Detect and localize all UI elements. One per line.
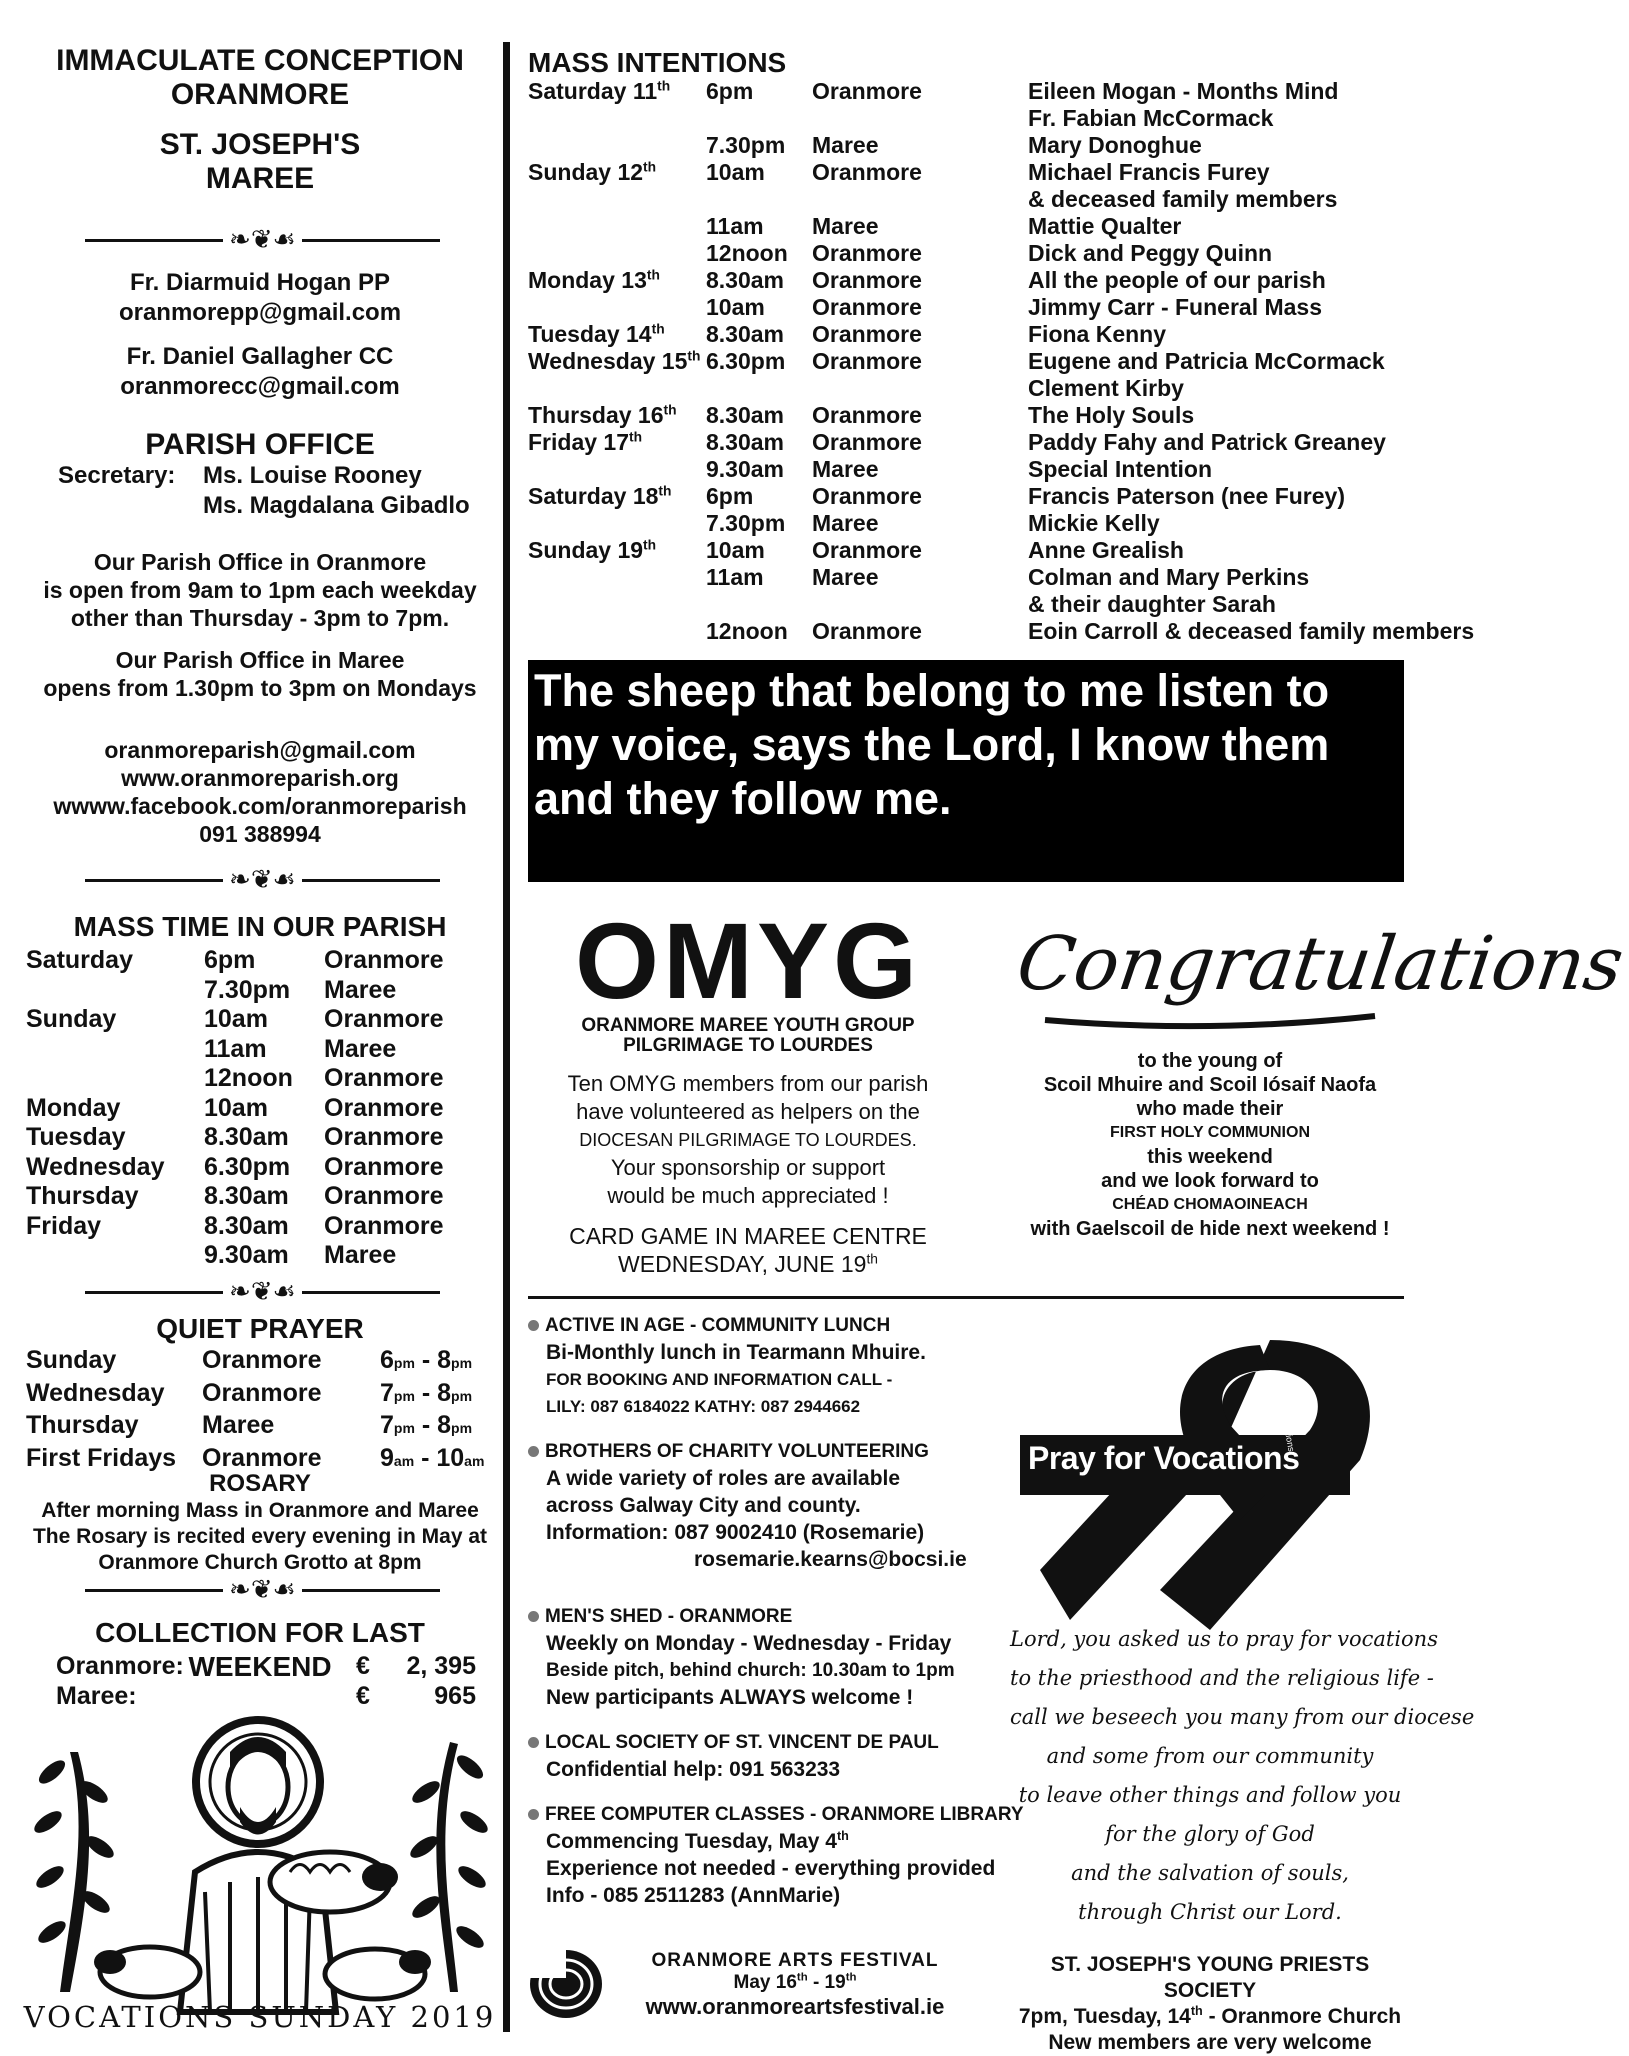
contact-email[interactable]: oranmoreparish@gmail.com [104, 737, 416, 763]
society-welcome: New members are very welcome [1048, 2031, 1372, 2054]
intention-name: Clement Kirby [1028, 375, 1184, 401]
scripture-quote-text: The sheep that belong to me listen to my voice, says the Lord, I know them and they follow me. [534, 665, 1330, 824]
intention-day: Tuesday 14th [528, 321, 665, 347]
collection-row [56, 1652, 476, 1682]
mass-place: Oranmore [324, 1093, 444, 1122]
omyg-body-4: Your sponsorship or support [610, 1155, 886, 1180]
mass-time-row [26, 1094, 496, 1124]
mass-time: 6.30pm [204, 1152, 291, 1181]
prayer-line: and the salvation of souls, [1071, 1861, 1349, 1885]
omyg-subtitle-2: PILGRIMAGE TO LOURDES [623, 1035, 873, 1056]
young-priests-society [1010, 1952, 1410, 2056]
congrats-line4: FIRST HOLY COMMUNION [1109, 1124, 1310, 1141]
intention-place: Maree [812, 213, 879, 239]
quiet-prayer-title: QUIET PRAYER [156, 1313, 364, 1344]
good-shepherd-illustration [30, 1712, 490, 2012]
secretary-label: Secretary: [58, 462, 176, 489]
bullet-icon [528, 1320, 539, 1331]
office-hours [20, 548, 500, 702]
intention-name: Eileen Mogan - Months Mind [1028, 78, 1339, 104]
mass-time-row [26, 1005, 496, 1035]
intention-day: Saturday 11th [528, 78, 671, 104]
intention-name: Mattie Qualter [1028, 213, 1182, 239]
clergy-block [20, 268, 500, 402]
collection-amount: 2, 395 [406, 1652, 476, 1680]
intention-time: 10am [706, 159, 765, 185]
prayer-line: call we beseech you many from our diocese [1010, 1705, 1475, 1729]
prayer-day: Sunday [26, 1346, 117, 1374]
intention-time: 7.30pm [706, 510, 786, 536]
vocations-prayer [1010, 1620, 1475, 1932]
mass-time-row [26, 1123, 496, 1153]
intention-place: Oranmore [812, 402, 922, 428]
ornament-divider: ❧❦☙ [85, 1280, 440, 1304]
quiet-prayer-row [26, 1411, 496, 1444]
intention-name: Anne Grealish [1028, 537, 1184, 563]
intention-time: 6pm [706, 78, 754, 104]
intention-place: Maree [812, 564, 879, 590]
ornament-divider: ❧❦☙ [85, 868, 440, 892]
prayer-line: Lord, you asked us to pray for vocations [1010, 1627, 1438, 1651]
intention-day: Thursday 16th [528, 402, 677, 428]
priest2-email[interactable]: oranmorecc@gmail.com [120, 373, 400, 400]
mass-time-row [26, 1182, 496, 1212]
congrats-line5: this weekend [1147, 1146, 1273, 1168]
mass-time: 9.30am [204, 1241, 289, 1269]
intention-day: Saturday 18th [528, 483, 672, 509]
collection-row [56, 1682, 476, 1712]
mass-day: Monday [26, 1093, 121, 1122]
mass-day: Tuesday [26, 1123, 126, 1151]
omyg-body-2: have volunteered as helpers on the [576, 1099, 920, 1124]
omyg-body-1: Ten OMYG members from our parish [567, 1071, 929, 1096]
mass-time: 8.30am [204, 1182, 289, 1210]
mass-day: Saturday [26, 946, 133, 974]
congratulations-block [1010, 916, 1629, 1241]
prayer-line: to the priesthood and the religious life - [1010, 1666, 1434, 1690]
prayer-line: through Christ our Lord. [1078, 1900, 1342, 1924]
mass-day [26, 976, 204, 1006]
intention-day: Sunday 12th [528, 159, 657, 185]
quiet-prayer-row [26, 1379, 496, 1412]
bullet-icon [528, 1809, 539, 1820]
intention-day: Sunday 19th [528, 537, 657, 563]
intention-place: Maree [812, 132, 879, 158]
mass-day [26, 1241, 204, 1271]
collection-table [56, 1652, 476, 1711]
intention-time: 8.30am [706, 321, 785, 347]
contact-website[interactable]: www.oranmoreparish.org [121, 765, 399, 791]
mass-place: Oranmore [324, 1182, 444, 1210]
column-divider [503, 42, 510, 2032]
intention-place: Oranmore [812, 429, 922, 455]
intention-name: Colman and Mary Perkins [1028, 564, 1310, 590]
ribbon-label: Pray for Vocations [1028, 1440, 1300, 1476]
mass-place: Oranmore [324, 1211, 444, 1240]
prayer-day: Wednesday [26, 1378, 165, 1407]
intention-place: Oranmore [812, 240, 922, 266]
prayer-time: 7pm - 8pm [380, 1378, 473, 1407]
contact-facebook[interactable]: wwww.facebook.com/oranmoreparish [53, 793, 467, 819]
intention-place: Oranmore [812, 321, 922, 347]
ribbon-tiny-text: Pray for Vocations [1274, 1378, 1297, 1453]
mass-time-row [26, 1212, 496, 1242]
mass-day: Wednesday [26, 1152, 165, 1181]
rosary-title: ROSARY [209, 1470, 311, 1497]
church-name-line2: MAREE [205, 162, 315, 195]
intention-place: Oranmore [812, 294, 922, 320]
intention-place: Maree [812, 510, 879, 536]
rosary-line3: Oranmore Church Grotto at 8pm [98, 1551, 422, 1574]
intention-name: Mary Donoghue [1028, 132, 1202, 158]
arts-festival-dates: May 16th - 19th [733, 1971, 857, 1993]
mass-place: Oranmore [324, 1123, 444, 1151]
omyg-subtitle-1: ORANMORE MAREE YOUTH GROUP [581, 1015, 915, 1036]
society-meeting: 7pm, Tuesday, 14th - Oranmore Church [1018, 2004, 1402, 2028]
collection-place: Maree: [56, 1681, 137, 1710]
section-rule [528, 1296, 1404, 1299]
mass-day: Sunday [26, 1005, 117, 1033]
bullet-icon [528, 1737, 539, 1748]
prayer-day: First Fridays [26, 1443, 177, 1472]
intention-name: Eoin Carroll & deceased family members [1028, 618, 1475, 644]
intention-place: Maree [812, 456, 879, 482]
prayer-time: 6pm - 8pm [380, 1346, 473, 1374]
mass-time: 11am [204, 1034, 267, 1063]
congrats-line8: with Gaelscoil de hide next weekend ! [1030, 1218, 1390, 1240]
intention-time: 8.30am [706, 267, 785, 293]
mass-times-title: MASS TIME IN OUR PARISH [73, 911, 447, 942]
congrats-line1: to the young of [1137, 1050, 1283, 1072]
office-oranmore-2: is open from 9am to 1pm each weekday [43, 577, 477, 603]
mass-time: 12noon [204, 1064, 293, 1092]
intention-place: Oranmore [812, 159, 922, 185]
rosary-line1: After morning Mass in Oranmore and Maree [41, 1499, 479, 1522]
notice-brothers-of-charity: BROTHERS OF CHARITY VOLUNTEERING A wide variety of roles are available across Galway City and county. Information: 087 9002410 (Rosemarie) rosemarie.kearns@bocsi.ie [528, 1438, 988, 1573]
mass-time: 7.30pm [204, 975, 291, 1004]
quiet-prayer-table [26, 1346, 496, 1476]
mass-time: 8.30am [204, 1211, 289, 1240]
intention-place: Oranmore [812, 78, 922, 104]
congrats-line6: and we look forward to [1101, 1170, 1319, 1192]
mass-time: 6pm [204, 946, 256, 974]
mass-time-row [26, 976, 496, 1006]
office-maree-2: opens from 1.30pm to 3pm on Mondays [43, 675, 477, 701]
secretary-name-2: Ms. Magdalana Gibadlo [203, 492, 470, 519]
prayer-time: 7pm - 8pm [380, 1411, 473, 1439]
intention-place: Oranmore [812, 267, 922, 293]
intention-name: Fiona Kenny [1028, 321, 1167, 347]
mass-day: Thursday [26, 1182, 139, 1210]
card-game-line2: WEDNESDAY, JUNE 19th [618, 1251, 878, 1277]
prayer-place: Oranmore [202, 1346, 322, 1374]
office-oranmore-3: other than Thursday - 3pm to 7pm. [70, 605, 450, 631]
rosary-line2: The Rosary is recited every evening in May at [32, 1525, 488, 1548]
intention-name: Jimmy Carr - Funeral Mass [1028, 294, 1323, 320]
omyg-body-5: would be much appreciated ! [607, 1183, 889, 1208]
prayer-place: Maree [202, 1411, 275, 1439]
intention-name: Eugene and Patricia McCormack [1028, 348, 1385, 374]
mass-time: 10am [204, 1005, 268, 1033]
intention-day: Monday 13th [528, 267, 660, 293]
intention-time: 7.30pm [706, 132, 786, 158]
prayer-place: Oranmore [202, 1378, 322, 1407]
notice-computer-classes: FREE COMPUTER CLASSES - ORANMORE LIBRARY Commencing Tuesday, May 4th Experience not needed - everything provided Info - 085 2511283 (AnnMarie) [528, 1801, 988, 1909]
intention-time: 12noon [706, 618, 788, 644]
notice-mens-shed: MEN'S SHED - ORANMORE Weekly on Monday - Wednesday - Friday Beside pitch, behind church: 10.30am to 1pm New participants ALWAYS welcome ! [528, 1603, 988, 1711]
parish-header [20, 44, 500, 196]
intention-time: 10am [706, 537, 765, 563]
intention-time: 9.30am [706, 456, 785, 482]
collection-place: Oranmore: [56, 1652, 184, 1680]
contact-block [20, 736, 500, 848]
prayer-place: Oranmore [202, 1443, 322, 1472]
intention-name: & deceased family members [1028, 186, 1338, 212]
mass-intentions-title: MASS INTENTIONS [528, 47, 787, 78]
mass-place: Maree [324, 1241, 397, 1269]
currency-symbol: € [356, 1681, 370, 1710]
mass-time-row [26, 1153, 496, 1183]
intention-place: Oranmore [812, 537, 922, 563]
scripture-quote-box [528, 660, 1404, 882]
prayer-time: 9am - 10am [380, 1443, 485, 1472]
vocations-sunday-caption: VOCATIONS SUNDAY 2019 [23, 2000, 497, 2034]
mass-place: Oranmore [324, 1005, 444, 1033]
mass-place: Maree [324, 1034, 397, 1063]
prayer-line: for the glory of God [1105, 1822, 1315, 1846]
currency-symbol: € [356, 1652, 370, 1680]
mass-time: 10am [204, 1093, 268, 1122]
prayer-day: Thursday [26, 1411, 139, 1439]
card-game-line1: CARD GAME IN MAREE CENTRE [569, 1223, 927, 1249]
intention-day: Wednesday 15th [528, 348, 701, 374]
mass-place: Oranmore [324, 946, 444, 974]
intention-name: Dick and Peggy Quinn [1028, 240, 1273, 266]
omyg-block [528, 900, 968, 1278]
priest1-email[interactable]: oranmorepp@gmail.com [118, 299, 402, 326]
contact-phone: 091 388994 [199, 821, 321, 847]
collection-title: COLLECTION FOR LAST WEEKEND [95, 1617, 425, 1682]
intention-time: 6pm [706, 483, 754, 509]
congrats-line3: who made their [1136, 1098, 1284, 1120]
mass-day: Friday [26, 1211, 102, 1240]
intention-time: 10am [706, 294, 765, 320]
church-name-line1: ST. JOSEPH'S [159, 128, 361, 161]
quiet-prayer-row [26, 1346, 496, 1379]
arts-festival-website[interactable]: www.oranmoreartsfestival.ie [645, 1994, 945, 2019]
intention-name: The Holy Souls [1028, 402, 1195, 428]
congrats-line2: Scoil Mhuire and Scoil Iósaif Naofa [1043, 1074, 1377, 1096]
intention-place: Oranmore [812, 348, 922, 374]
secretary-name-1: Ms. Louise Rooney [203, 462, 422, 489]
notice-active-in-age: ACTIVE IN AGE - COMMUNITY LUNCH Bi-Monthly lunch in Tearmann Mhuire. FOR BOOKING AND INFORMATION CALL - LILY: 087 6184022 KATHY: 087 2944662 [528, 1312, 988, 1420]
intention-name: Paddy Fahy and Patrick Greaney [1028, 429, 1386, 455]
parish-name-line1: IMMACULATE CONCEPTION [56, 44, 464, 77]
congratulations-headline: Congratulations [1011, 921, 1629, 1007]
intention-time: 11am [706, 213, 764, 239]
omyg-logo: OMYG [574, 900, 921, 1021]
intention-name: All the people of our parish [1028, 267, 1326, 293]
congrats-line7: CHÉAD CHOMAOINEACH [1112, 1196, 1308, 1213]
collection-amount: 965 [434, 1681, 476, 1710]
intention-day: Friday 17th [528, 429, 643, 455]
mass-day [26, 1035, 204, 1065]
prayer-line: and some from our community [1046, 1744, 1374, 1768]
bullet-icon [528, 1611, 539, 1622]
mass-place: Maree [324, 975, 397, 1004]
intention-name: Mickie Kelly [1028, 510, 1160, 536]
congratulations-swash [1040, 1012, 1380, 1032]
bullet-icon [528, 1446, 539, 1457]
intention-time: 8.30am [706, 402, 785, 428]
notices [528, 1312, 1024, 1909]
parish-name-line2: ORANMORE [170, 78, 350, 111]
parish-office-title: PARISH OFFICE [145, 428, 375, 461]
priest1-name: Fr. Diarmuid Hogan PP [129, 269, 391, 296]
vocations-ribbon-icon [1010, 1330, 1400, 1630]
arts-festival-title: ORANMORE ARTS FESTIVAL [651, 1950, 939, 1971]
office-oranmore-1: Our Parish Office in Oranmore [93, 549, 427, 575]
mass-time-row [26, 1064, 496, 1094]
intention-name: Francis Paterson (nee Furey) [1028, 483, 1345, 509]
mass-time-row [26, 1035, 496, 1065]
prayer-line: to leave other things and follow you [1018, 1783, 1402, 1807]
intention-time: 8.30am [706, 429, 785, 455]
mass-time-row [26, 1241, 496, 1271]
priest2-name: Fr. Daniel Gallagher CC [126, 343, 394, 370]
intention-name: Fr. Fabian McCormack [1028, 105, 1274, 131]
ornament-divider: ❧❦☙ [85, 1578, 440, 1602]
ornament-divider: ❧❦☙ [85, 228, 440, 252]
mass-time-row [26, 946, 496, 976]
society-name: ST. JOSEPH'S YOUNG PRIESTS SOCIETY [1050, 1953, 1370, 2002]
intention-time: 11am [706, 564, 764, 590]
intention-place: Oranmore [812, 483, 922, 509]
rosary-block [20, 1470, 500, 1576]
arts-festival-block [620, 1950, 970, 2020]
intention-name: Special Intention [1028, 456, 1213, 482]
intention-time: 6.30pm [706, 348, 786, 374]
omyg-body-3: DIOCESAN PILGRIMAGE TO LOURDES. [579, 1130, 917, 1150]
intention-name: Michael Francis Furey [1028, 159, 1270, 185]
mass-time: 8.30am [204, 1123, 289, 1151]
brothers-email[interactable]: rosemarie.kearns@bocsi.ie [694, 1548, 967, 1571]
mass-place: Oranmore [324, 1152, 444, 1181]
intention-place: Oranmore [812, 618, 922, 644]
arts-festival-logo-icon [528, 1948, 604, 2020]
mass-times-table [26, 946, 496, 1271]
intention-time: 12noon [706, 240, 788, 266]
intention-name: & their daughter Sarah [1028, 591, 1276, 617]
office-maree-1: Our Parish Office in Maree [115, 647, 405, 673]
mass-place: Oranmore [324, 1064, 444, 1092]
mass-day [26, 1064, 204, 1094]
notice-svp: LOCAL SOCIETY OF ST. VINCENT DE PAUL Confidential help: 091 563233 [528, 1729, 988, 1783]
